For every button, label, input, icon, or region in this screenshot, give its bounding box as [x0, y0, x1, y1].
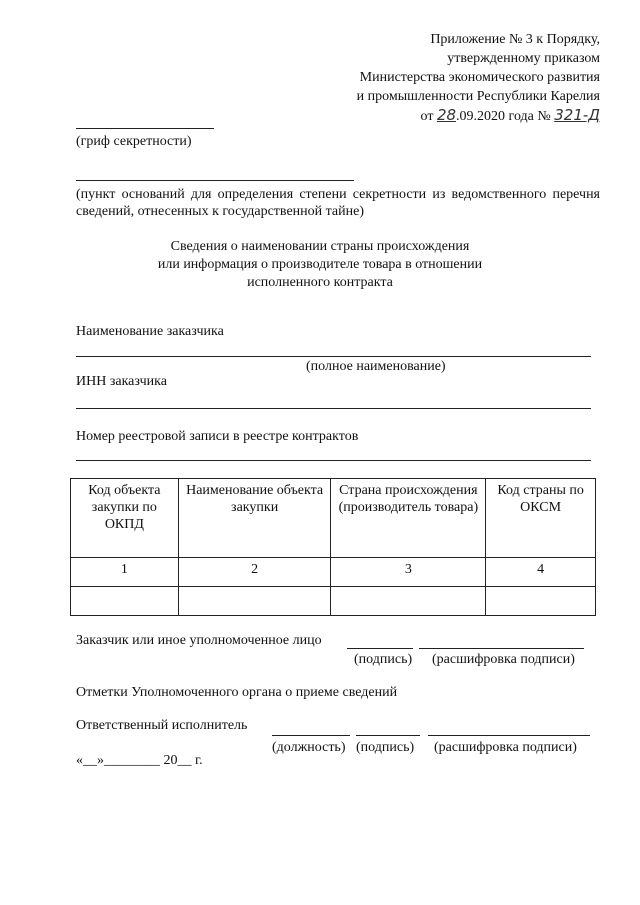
table-row	[71, 587, 596, 616]
executor-signature-caption: (подпись)	[356, 740, 415, 755]
authorized-body-marks-label: Отметки Уполномоченного органа о приеме сведений	[76, 685, 398, 700]
executor-label: Ответственный исполнитель	[76, 718, 248, 733]
registry-line[interactable]	[76, 460, 591, 461]
secrecy-stamp-label: (гриф секретности)	[76, 134, 192, 149]
order-number-handwritten: 321-Д	[554, 106, 600, 124]
position-caption: (должность)	[272, 740, 346, 755]
executor-decoding-line[interactable]	[428, 735, 590, 736]
table-number-cell: 2	[178, 558, 331, 587]
signature-caption: (подпись)	[354, 652, 413, 667]
goods-table	[70, 478, 596, 616]
inn-label: ИНН заказчика	[76, 374, 167, 389]
title-line-3: исполненного контракта	[247, 275, 393, 290]
header-block	[240, 30, 600, 126]
decoding-caption: (расшифровка подписи)	[432, 652, 575, 667]
table-header-cell: Наименование объекта закупки	[178, 479, 331, 558]
secrecy-stamp-line	[76, 128, 214, 129]
customer-signature-line[interactable]	[347, 648, 413, 649]
header-line-4: и промышленности Республики Карелия	[356, 89, 600, 104]
executor-decoding-caption: (расшифровка подписи)	[434, 740, 577, 755]
order-day-handwritten: 28	[436, 106, 457, 124]
table-header-cell: Страна происхождения (производитель товара)	[331, 479, 486, 558]
table-cell[interactable]	[331, 587, 486, 616]
table-header-cell: Код объекта закупки по ОКПД	[71, 479, 179, 558]
header-line-1: Приложение № 3 к Порядку,	[430, 32, 600, 47]
table-number-cell: 3	[331, 558, 486, 587]
header-line-2: утвержденному приказом	[447, 51, 600, 66]
executor-signature-line[interactable]	[356, 735, 420, 736]
customer-name-label: Наименование заказчика	[76, 324, 224, 339]
order-date-line	[240, 106, 600, 126]
customer-name-line[interactable]	[76, 356, 591, 357]
order-date-rest: .09.2020 года №	[456, 109, 551, 124]
secrecy-basis-line	[76, 180, 354, 181]
customer-decoding-line[interactable]	[419, 648, 584, 649]
order-prefix: от	[420, 109, 434, 124]
table-cell[interactable]	[486, 587, 596, 616]
table-header-cell: Код страны по ОКСМ	[486, 479, 596, 558]
title-line-1: Сведения о наименовании страны происхождения	[170, 239, 470, 254]
header-line-3: Министерства экономического развития	[359, 70, 600, 85]
customer-signature-label: Заказчик или иное уполномоченное лицо	[76, 633, 322, 648]
secrecy-basis-text: (пункт оснований для определения степени секретности из ведомственного перечня сведений, отнесенных к государственной тайне)	[76, 187, 600, 219]
date-line: «__»________ 20__ г.	[76, 753, 203, 768]
table-number-row	[71, 558, 596, 587]
table-cell[interactable]	[71, 587, 179, 616]
document-title	[60, 238, 580, 292]
table-number-cell: 4	[486, 558, 596, 587]
full-name-caption: (полное наименование)	[306, 359, 446, 374]
table-header-row	[71, 479, 596, 558]
inn-line[interactable]	[76, 408, 591, 409]
title-line-2: или информация о производителе товара в отношении	[157, 257, 483, 272]
executor-position-line[interactable]	[272, 735, 350, 736]
registry-label: Номер реестровой записи в реестре контрактов	[76, 429, 359, 444]
table-cell[interactable]	[178, 587, 331, 616]
table-number-cell: 1	[71, 558, 179, 587]
